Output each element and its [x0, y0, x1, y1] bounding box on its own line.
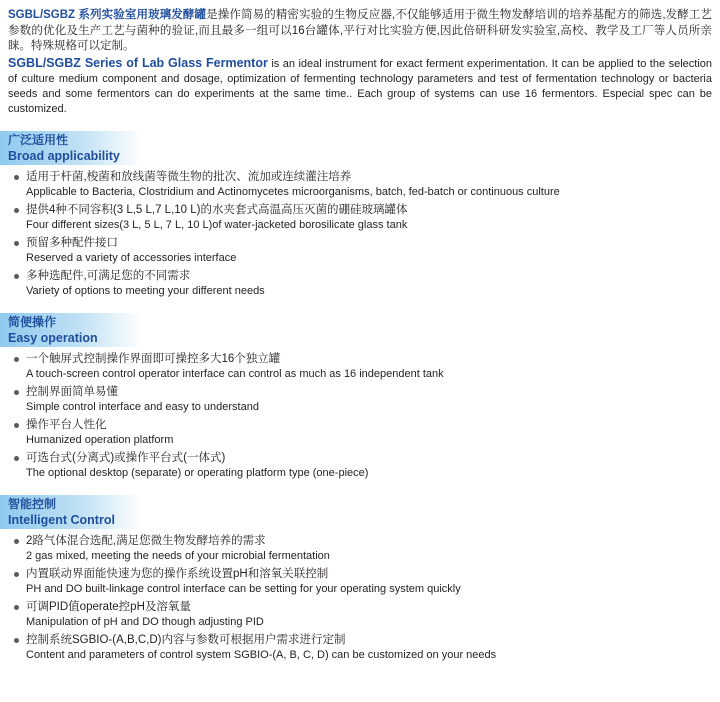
intro-english-body: is an ideal instrument for exact ferment experimentation. It can be applied to the selection of culture medium component and dosage, optimization of fermenting technology parameters and test of fermentation technology or bacteria seeds and some fermentors can do experiments at the same time.. Each group of systems can use 16 fermentors. Especial spec can be customized. — [8, 57, 712, 115]
intro-chinese-paragraph — [8, 8, 712, 55]
intro-chinese-body: 是操作简易的精密实验的生物反应器,不仅能够适用于微生物发酵培训的培养基配方的筛选,发酵工艺参数的优化及生产工艺与菌种的验证,而且最多一组可以16台罐体,平行对比实验方便,因此倍研科研发实验室,高校、教学及工厂等人员所亲睐。特殊规格可以定制。 — [8, 9, 712, 52]
feature-text-cn: 预留多种配件接口 — [26, 236, 118, 249]
feature-list — [0, 351, 720, 481]
feature-text-en: Simple control interface and easy to understand — [26, 400, 259, 413]
bullet-icon — [14, 572, 19, 577]
section-title-cn: 智能控制 — [8, 496, 57, 511]
product-title-en: SGBL/SGBZ Series of Lab Glass Fermentor — [8, 55, 268, 70]
bullet-icon — [14, 390, 19, 395]
feature-list — [0, 169, 720, 299]
bullet-icon — [14, 539, 19, 544]
list-item — [8, 450, 712, 481]
feature-text-en: Reserved a variety of accessories interface — [26, 251, 237, 264]
section-header-labels — [8, 496, 115, 528]
feature-text-en: Content and parameters of control system SGBIO-(A, B, C, D) can be customized on your needs — [26, 648, 497, 661]
feature-list — [0, 533, 720, 663]
feature-text-en: Four different sizes(3 L, 5 L, 7 L, 10 L)of water-jacketed borosilicate glass tank — [26, 218, 408, 231]
list-item — [8, 599, 712, 630]
feature-text-en: Variety of options to meeting your different needs — [26, 284, 265, 297]
bullet-icon — [14, 208, 19, 213]
feature-text-en: Humanized operation platform — [26, 433, 174, 446]
section-header — [0, 313, 720, 347]
list-item — [8, 351, 712, 382]
section-title-en: Intelligent Control — [8, 512, 115, 527]
intro-english-paragraph — [8, 56, 712, 117]
section-title-cn: 广泛适用性 — [8, 132, 69, 147]
bullet-icon — [14, 423, 19, 428]
bullet-icon — [14, 274, 19, 279]
section-easy-operation — [0, 313, 720, 481]
section-header — [0, 131, 720, 165]
list-item — [8, 632, 712, 663]
list-item — [8, 169, 712, 200]
feature-text-en: The optional desktop (separate) or operating platform type (one-piece) — [26, 466, 369, 479]
list-item — [8, 268, 712, 299]
feature-text-en: PH and DO built-linkage control interface can be setting for your operating system quickly — [26, 582, 461, 595]
section-broad-applicability — [0, 131, 720, 299]
feature-text-en: 2 gas mixed, meeting the needs of your microbial fermentation — [26, 549, 330, 562]
list-item — [8, 384, 712, 415]
feature-text-en: Applicable to Bacteria, Clostridium and Actinomycetes microorganisms, batch, fed-batch or continuous culture — [26, 185, 560, 198]
bullet-icon — [14, 357, 19, 362]
section-title-cn: 简便操作 — [8, 314, 57, 329]
bullet-icon — [14, 605, 19, 610]
feature-text-cn: 多种选配件,可满足您的不同需求 — [26, 269, 191, 282]
list-item — [8, 533, 712, 564]
feature-text-cn: 适用于杆菌,梭菌和放线菌等微生物的批次、流加或连续灌注培养 — [26, 170, 352, 183]
section-title-en: Easy operation — [8, 330, 98, 345]
document-page — [0, 8, 720, 702]
feature-text-cn: 控制系统SGBIO-(A,B,C,D)内容与参数可根据用户需求进行定制 — [26, 633, 346, 646]
bullet-icon — [14, 456, 19, 461]
bullet-icon — [14, 638, 19, 643]
feature-text-cn: 可调PID值operate控pH及溶氧量 — [26, 600, 191, 613]
bullet-icon — [14, 241, 19, 246]
feature-text-cn: 操作平台人性化 — [26, 418, 107, 431]
list-item — [8, 417, 712, 448]
feature-text-cn: 内置联动界面能快速为您的操作系统设置pH和溶氧关联控制 — [26, 567, 329, 580]
section-header-labels — [8, 132, 120, 164]
section-title-en: Broad applicability — [8, 148, 120, 163]
feature-text-cn: 可选台式(分离式)或操作平台式(一体式) — [26, 451, 226, 464]
list-item — [8, 566, 712, 597]
feature-text-cn: 2路气体混合选配,满足您微生物发酵培养的需求 — [26, 534, 266, 547]
section-header-labels — [8, 314, 98, 346]
bullet-icon — [14, 175, 19, 180]
feature-text-cn: 提供4种不同容积(3 L,5 L,7 L,10 L)的水夹套式高温高压灭菌的硼硅玻璃罐体 — [26, 203, 408, 216]
feature-text-en: Manipulation of pH and DO though adjusting PID — [26, 615, 264, 628]
feature-text-cn: 一个触屏式控制操作界面即可操控多大16个独立罐 — [26, 352, 281, 365]
list-item — [8, 235, 712, 266]
product-title-cn: SGBL/SGBZ 系列实验室用玻璃发酵罐 — [8, 9, 207, 21]
section-intelligent-control — [0, 495, 720, 663]
feature-text-en: A touch-screen control operator interface can control as much as 16 independent tank — [26, 367, 444, 380]
intro-block — [8, 8, 712, 117]
list-item — [8, 202, 712, 233]
section-header — [0, 495, 720, 529]
feature-text-cn: 控制界面简单易懂 — [26, 385, 118, 398]
